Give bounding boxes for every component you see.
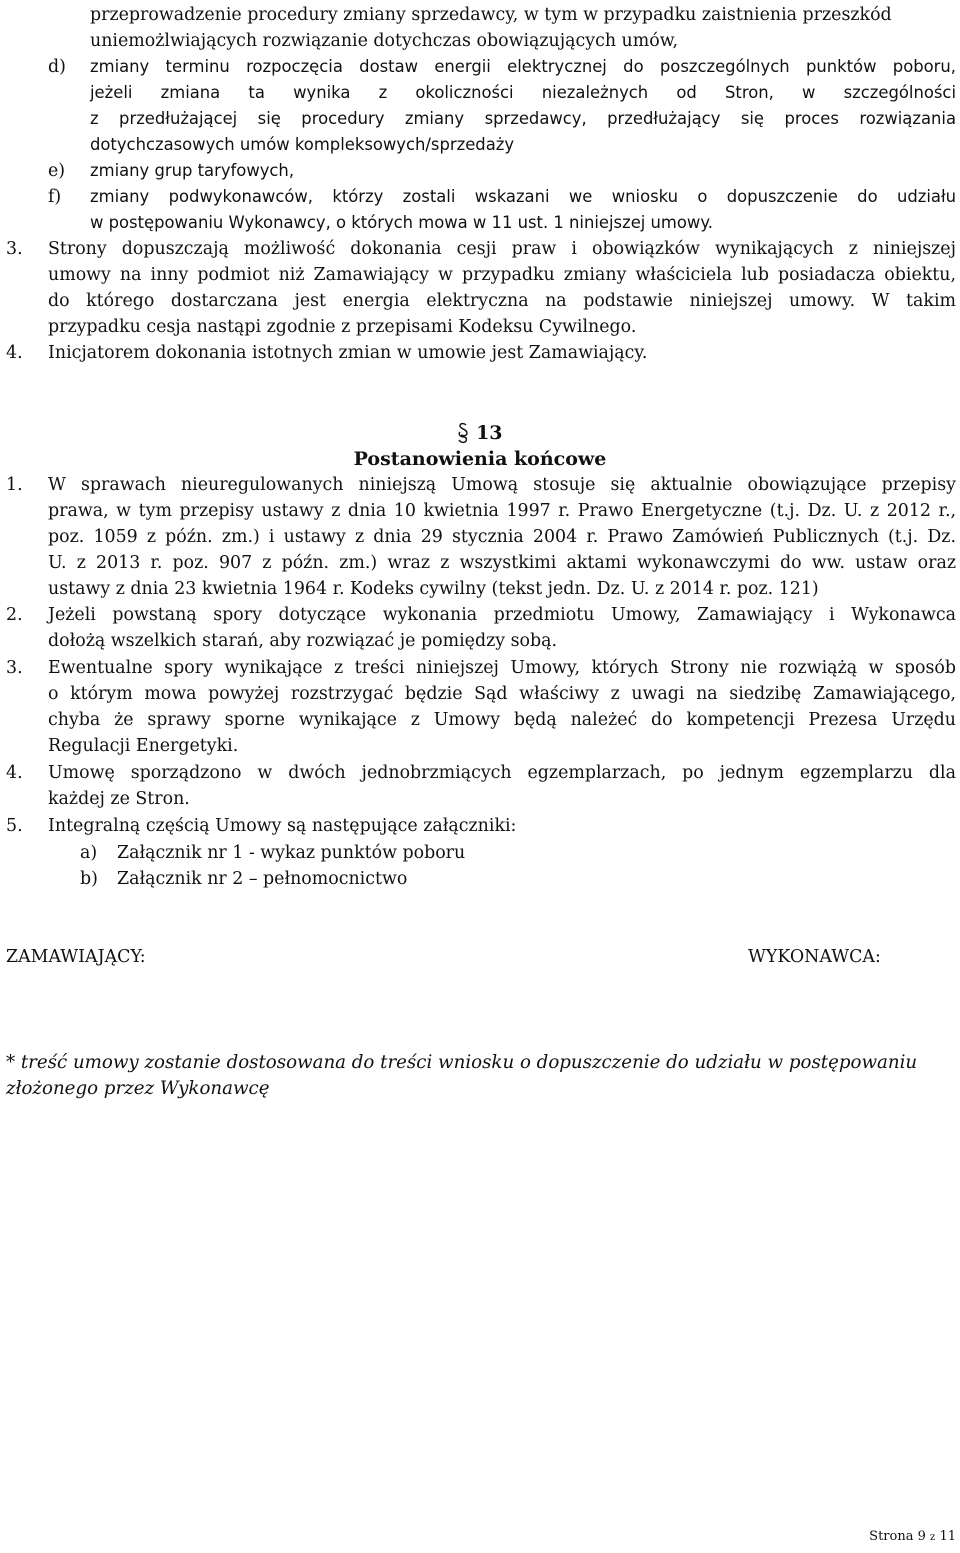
final-2-label: 2.	[6, 605, 23, 625]
page-number-z: z	[930, 1532, 936, 1543]
item-4-label: 4.	[6, 343, 23, 363]
footnote: * treść umowy zostanie dostosowana do treści wniosku o dopuszczenie do udziału w postępowaniu złożonego przez Wykonawcę	[6, 1052, 918, 1099]
section-symbol-icon	[457, 423, 469, 443]
final-1-label: 1.	[6, 475, 23, 495]
section-number-text: 13	[476, 422, 503, 444]
page-number-strona: Strona	[869, 1529, 914, 1544]
final-5-label: 5.	[6, 816, 23, 836]
final-5-line-1: Integralną częścią Umowy są następujące załączniki:	[48, 816, 517, 836]
item-f-label: f)	[48, 187, 62, 207]
section-title: Postanowienia końcowe	[353, 448, 607, 470]
final-3-line-3: chyba że sprawy sporne wynikające z Umowy będą należeć do kompetencji Prezesa Urzędu	[48, 710, 956, 730]
item-f-line-1: zmiany podwykonawców, którzy zostali wskazani we wniosku o dopuszczenie do udziału	[90, 187, 956, 206]
item-d-line-1: zmiany terminu rozpoczęcia dostaw energii elektrycznej do poszczególnych punktów poboru,	[90, 57, 956, 76]
final-3-line-2: o którym mowa powyżej rozstrzygać będzie Sąd właściwy z uwagi na siedzibę Zamawiającego,	[48, 684, 956, 704]
item-d-line-3: z przedłużającej się procedury zmiany sprzedawcy, przedłużający się proces rozwiązania	[90, 109, 956, 128]
final-1-line-1: W sprawach nieuregulowanych niniejszą Umową stosuje się aktualnie obowiązujące przepisy	[48, 475, 956, 495]
final-3-line-1: Ewentualne spory wynikające z treści niniejszej Umowy, których Strony nie rozwiążą w sposób	[48, 658, 956, 678]
final-1-line-2: prawa, w tym przepisy ustawy z dnia 10 kwietnia 1997 r. Prawo Energetyczne (t.j. Dz. U. z 2012 r.,	[48, 501, 956, 521]
final-1-line-5: ustawy z dnia 23 kwietnia 1964 r. Kodeks cywilny (tekst jedn. Dz. U. z 2014 r. poz. 121)	[48, 579, 819, 599]
item-3-line-2: umowy na inny podmiot niż Zamawiający w przypadku zmiany właściciela lub posiadacza obiektu,	[48, 265, 956, 285]
final-3-line-4: Regulacji Energetyki.	[48, 736, 239, 756]
attachment-b-text: Załącznik nr 2 – pełnomocnictwo	[117, 869, 408, 889]
item-3-line-4: przypadku cesja nastąpi zgodnie z przepisami Kodeksu Cywilnego.	[48, 317, 637, 337]
item-3-line-3: do którego dostarczana jest energia elektryczna na podstawie niniejszej umowy. W takim	[48, 291, 956, 311]
final-2-line-2: dołożą wszelkich starań, aby rozwiązać je pomiędzy sobą.	[48, 631, 558, 651]
final-4-label: 4.	[6, 763, 23, 783]
attachment-b-label: b)	[80, 869, 98, 889]
top-line-1: przeprowadzenie procedury zmiany sprzedawcy, w tym w przypadku zaistnienia przeszkód	[90, 5, 892, 25]
signature-contracting-party: ZAMAWIAJĄCY:	[6, 947, 146, 967]
section-number	[0, 420, 960, 446]
final-2-line-1: Jeżeli powstaną spory dotyczące wykonania przedmiotu Umowy, Zamawiający i Wykonawca	[48, 605, 956, 625]
item-e-line-1: zmiany grup taryfowych,	[90, 161, 295, 180]
item-d-line-4: dotychczasowych umów kompleksowych/sprzedaży	[90, 135, 515, 154]
top-line-2: uniemożlwiających rozwiązanie dotychczas obowiązujących umów,	[90, 31, 679, 51]
final-4-line-1: Umowę sporządzono w dwóch jednobrzmiących egzemplarzach, po jednym egzemplarzu dla	[48, 763, 956, 783]
signature-contractor: WYKONAWCA:	[748, 947, 881, 967]
item-3-label: 3.	[6, 239, 23, 259]
page-number-total: 11	[939, 1529, 956, 1544]
attachment-a-text: Załącznik nr 1 - wykaz punktów poboru	[117, 843, 466, 863]
item-4-line-1: Inicjatorem dokonania istotnych zmian w umowie jest Zamawiający.	[48, 343, 648, 363]
page-number	[869, 1528, 956, 1547]
final-1-line-4: U. z 2013 r. poz. 907 z późn. zm.) wraz z wszystkimi aktami wykonawczymi do ww. ustaw oraz	[48, 553, 956, 573]
final-4-line-2: każdej ze Stron.	[48, 789, 190, 809]
final-3-label: 3.	[6, 658, 23, 678]
final-1-line-3: poz. 1059 z późn. zm.) i ustawy z dnia 29 stycznia 2004 r. Prawo Zamówień Publicznych (t.j. Dz.	[48, 527, 956, 547]
attachment-a-label: a)	[80, 843, 98, 863]
item-3-line-1: Strony dopuszczają możliwość dokonania cesji praw i obowiązków wynikających z niniejszej	[48, 239, 956, 259]
item-d-label: d)	[48, 57, 66, 77]
item-d-line-2: jeżeli zmiana ta wynika z okoliczności niezależnych od Stron, w szczególności	[90, 83, 956, 102]
page-number-current: 9	[917, 1529, 926, 1544]
item-f-line-2: w postępowaniu Wykonawcy, o których mowa w 11 ust. 1 niniejszej umowy.	[90, 213, 713, 232]
item-e-label: e)	[48, 161, 66, 181]
